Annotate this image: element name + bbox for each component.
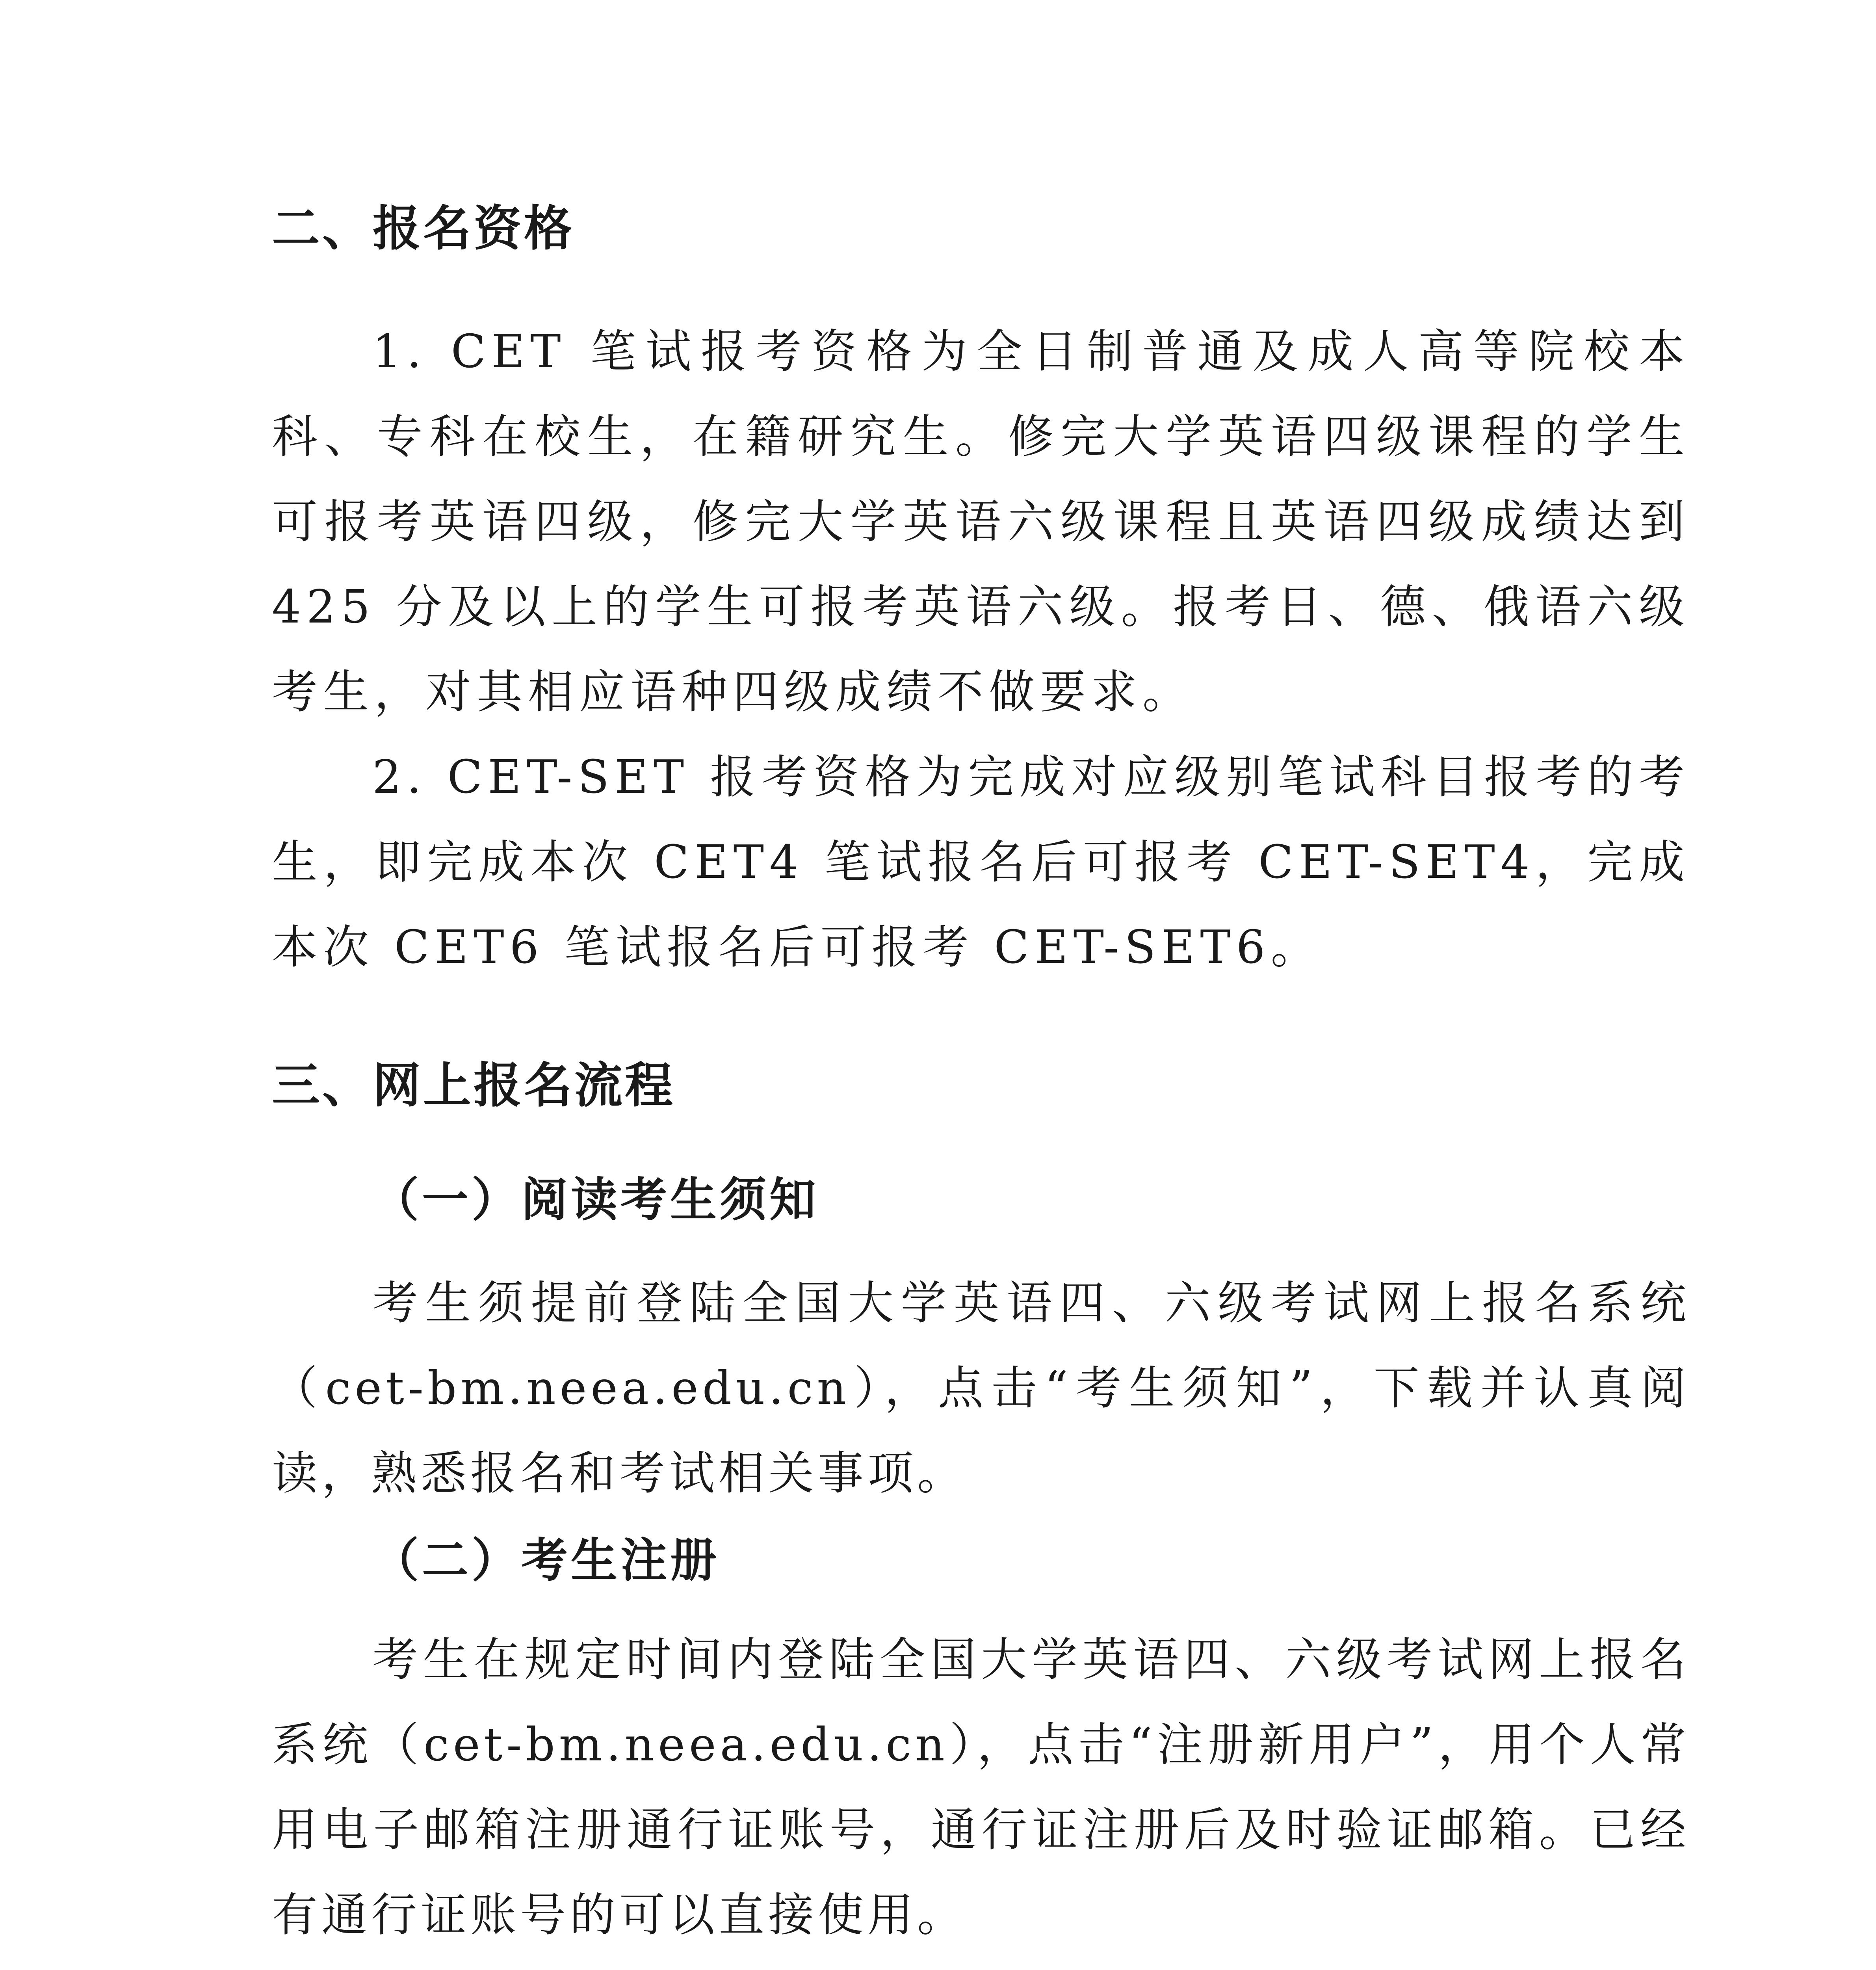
step-register-text: 考生在规定时间内登陆全国大学英语四、六级考试网上报名系统（cet-bm.neea.edu.cn），点击“注册新用户”，用个人常用电子邮箱注册通行证账号，通行证注册后及时验证邮箱。已经有通行证账号的可以直接使用。: [272, 1633, 1690, 1942]
eligibility-paragraph-2: 2. CET-SET 报考资格为完成对应级别笔试科目报考的考生，即完成本次 CET4 笔试报名后可报考 CET-SET4，完成本次 CET6 笔试报名后可报考 CET-SET6。: [272, 751, 1690, 974]
step-heading-read-notice: （一）阅读考生须知: [372, 1173, 819, 1227]
section-heading-eligibility: 二、报名资格: [272, 201, 574, 256]
eligibility-paragraph-1: 1. CET 笔试报考资格为全日制普通及成人高等院校本科、专科在校生，在籍研究生。修完大学英语四级课程的学生可报考英语四级，修完大学英语六级课程且英语四级成绩达到 425 分及以上的学生可报考英语六级。报考日、德、俄语六级考生，对其相应语种四级成绩不做要求。: [272, 325, 1690, 719]
step-heading-register: （二）考生注册: [372, 1533, 720, 1587]
step-read-notice-text: 考生须提前登陆全国大学英语四、六级考试网上报名系统（cet-bm.neea.edu.cn），点击“考生须知”，下载并认真阅读，熟悉报名和考试相关事项。: [272, 1277, 1690, 1500]
section-heading-process: 三、网上报名流程: [272, 1057, 675, 1113]
